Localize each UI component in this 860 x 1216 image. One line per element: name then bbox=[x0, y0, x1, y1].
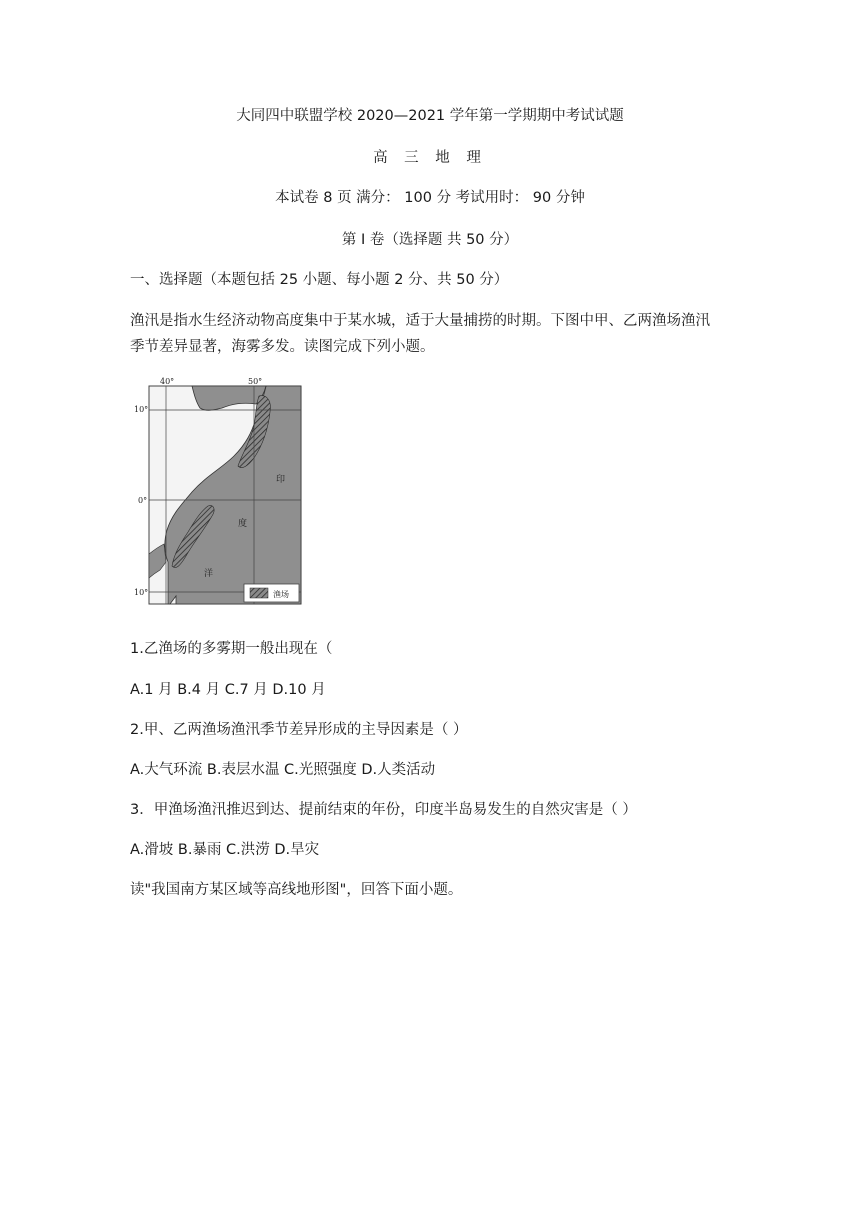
question-3-options: A.滑坡 B.暴雨 C.洪涝 D.旱灾 bbox=[130, 842, 320, 858]
legend-label: 渔场 bbox=[273, 590, 289, 599]
exam-info: 本试卷 8 页 满分： 100 分 考试用时： 90 分钟 bbox=[275, 190, 585, 206]
question-2: 2.甲、乙两渔场渔汛季节差异形成的主导因素是（ ） bbox=[130, 722, 468, 738]
question-1: 1.乙渔场的多雾期一般出现在（ bbox=[130, 641, 333, 657]
question-2-options: A.大气环流 B.表层水温 C.光照强度 D.人类活动 bbox=[130, 762, 436, 778]
question-3: 3．甲渔场渔汛推迟到达、提前结束的年份，印度半岛易发生的自然灾害是（ ） bbox=[130, 802, 637, 818]
sea-label-yin: 印 bbox=[276, 475, 286, 485]
lat-label-10s: 10° bbox=[134, 588, 149, 597]
exam-title: 大同四中联盟学校 2020—2021 学年第一学期期中考试试题 bbox=[236, 108, 624, 124]
legend-swatch bbox=[250, 588, 268, 598]
sea-label-du: 度 bbox=[238, 519, 248, 529]
part-heading: 一、选择题（本题包括 25 小题、每小题 2 分、共 50 分） bbox=[130, 272, 509, 288]
question-1-options: A.1 月 B.4 月 C.7 月 D.10 月 bbox=[130, 682, 326, 698]
fishing-ground-map bbox=[134, 374, 304, 610]
lat-label-0: 0° bbox=[138, 496, 148, 505]
lat-label-10n: 10° bbox=[134, 405, 149, 414]
section-heading: 第 I 卷（选择题 共 50 分） bbox=[341, 232, 519, 248]
next-section-prompt: 读"我国南方某区域等高线地形图"，回答下面小题。 bbox=[130, 882, 463, 898]
lon-label-40: 40° bbox=[160, 377, 175, 386]
intro-text-line-2: 季节差异显著，海雾多发。读图完成下列小题。 bbox=[130, 339, 435, 355]
subject-title: 高 三 地 理 bbox=[373, 150, 487, 166]
sea-label-yang: 洋 bbox=[204, 569, 214, 579]
intro-text-line-1: 渔汛是指水生经济动物高度集中于某水城，适于大量捕捞的时期。下图中甲、乙两渔场渔汛 bbox=[130, 313, 710, 329]
lon-label-50: 50° bbox=[248, 377, 263, 386]
